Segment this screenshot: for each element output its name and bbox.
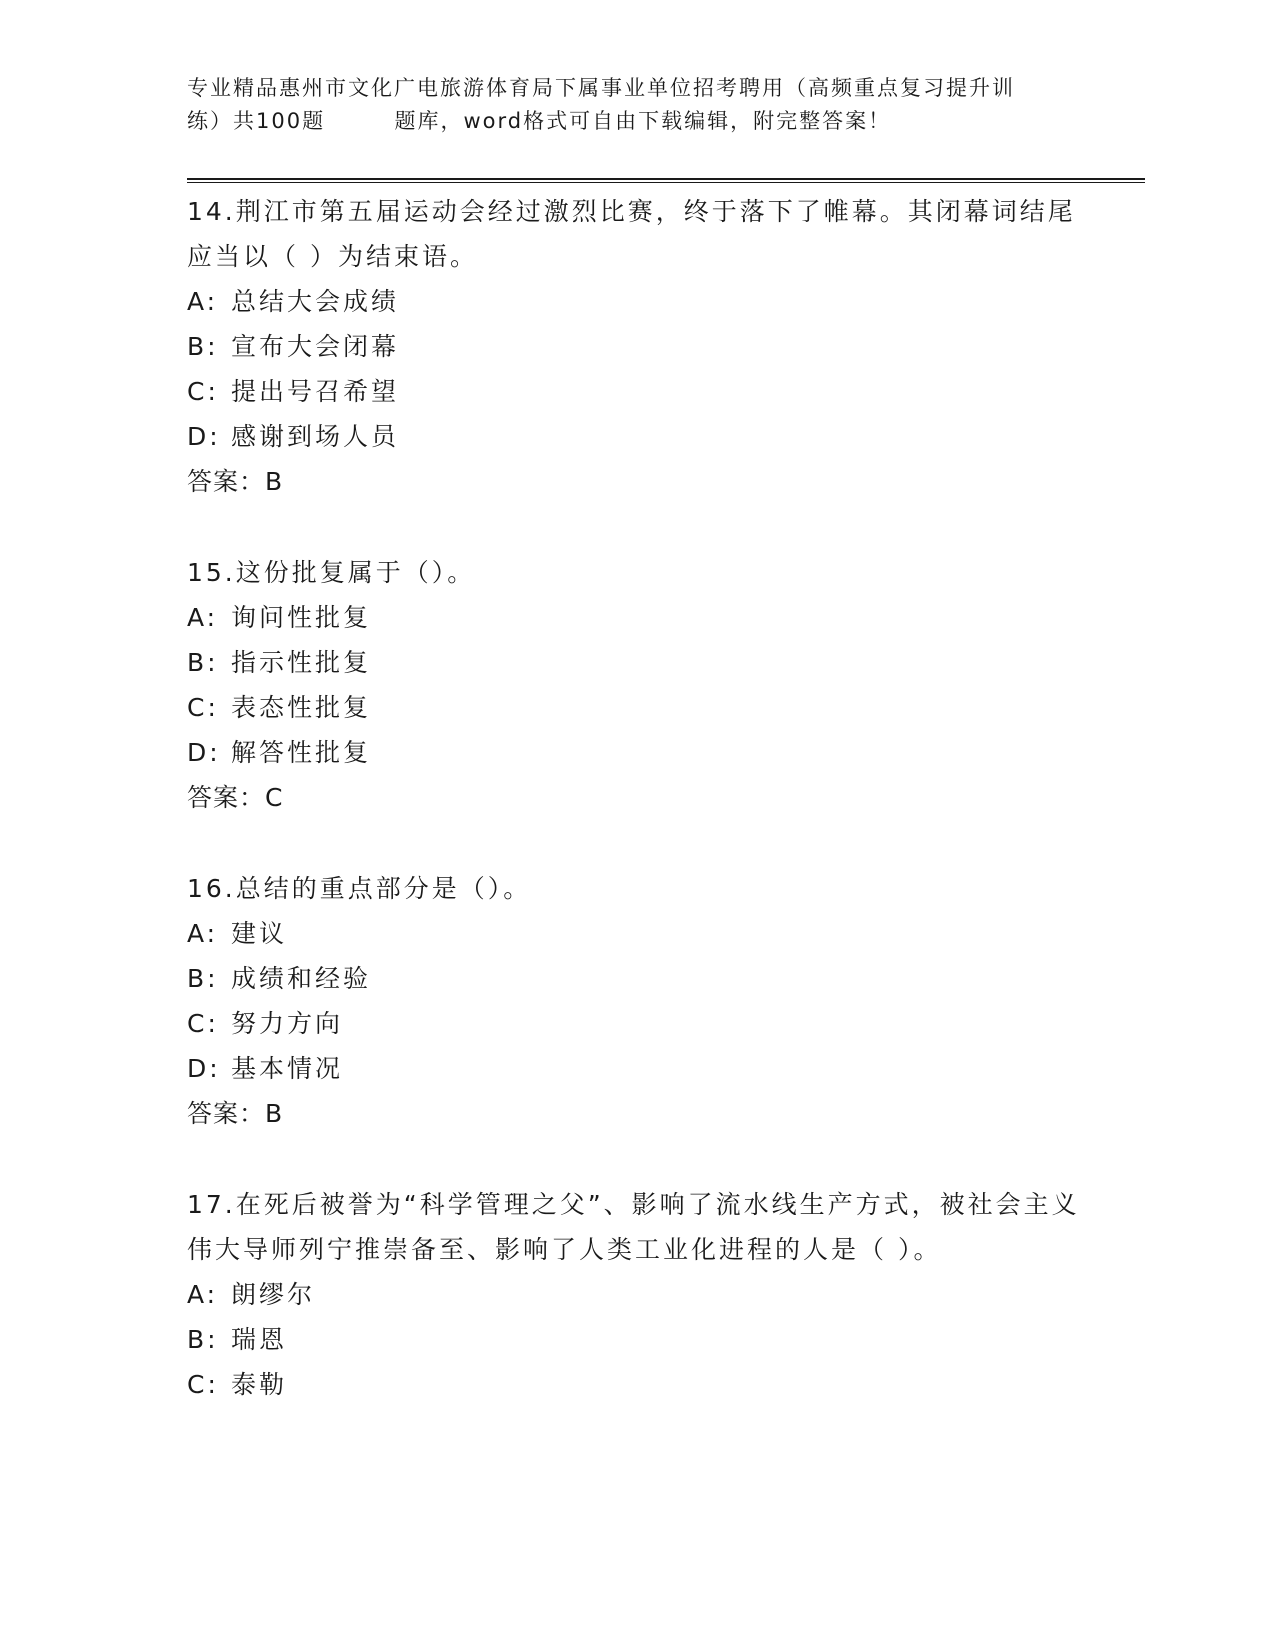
option-d bbox=[187, 730, 1087, 775]
option-b bbox=[187, 640, 1087, 685]
option-text: 建议 bbox=[231, 919, 288, 948]
option-b bbox=[187, 324, 1087, 369]
option-c bbox=[187, 1362, 1087, 1407]
header-line-1: 专业精品惠州市文化广电旅游体育局下属事业单位招考聘用（高频重点复习提升训 bbox=[187, 76, 1015, 100]
question-list bbox=[187, 189, 1087, 1453]
option-a bbox=[187, 595, 1087, 640]
question-17 bbox=[187, 1182, 1087, 1407]
option-key: D: bbox=[187, 422, 221, 451]
header-line-2: 练）共100题 题库，word格式可自由下载编辑，附完整答案！ bbox=[187, 109, 892, 133]
question-stem: 17.在死后被誉为“科学管理之父”、影响了流水线生产方式，被社会主义伟大导师列宁推崇备至、影响了人类工业化进程的人是（ ）。 bbox=[187, 1190, 1080, 1264]
option-text: 感谢到场人员 bbox=[231, 422, 400, 451]
question-14 bbox=[187, 189, 1087, 504]
header-divider-thick bbox=[187, 178, 1145, 180]
answer-line: 答案：B bbox=[187, 1099, 284, 1128]
question-16 bbox=[187, 866, 1087, 1136]
option-key: D: bbox=[187, 1054, 221, 1083]
question-15 bbox=[187, 550, 1087, 820]
option-key: B: bbox=[187, 648, 219, 677]
option-key: B: bbox=[187, 332, 219, 361]
option-text: 询问性批复 bbox=[231, 603, 372, 632]
option-text: 努力方向 bbox=[231, 1009, 344, 1038]
option-text: 朗缪尔 bbox=[231, 1280, 316, 1309]
answer-line: 答案：C bbox=[187, 783, 284, 812]
option-key: A: bbox=[187, 919, 219, 948]
option-text: 总结大会成绩 bbox=[231, 287, 400, 316]
option-b bbox=[187, 1317, 1087, 1362]
option-a bbox=[187, 279, 1087, 324]
option-key: C: bbox=[187, 693, 219, 722]
option-key: C: bbox=[187, 1370, 219, 1399]
option-key: C: bbox=[187, 377, 219, 406]
option-text: 瑞恩 bbox=[231, 1325, 288, 1354]
option-key: C: bbox=[187, 1009, 219, 1038]
option-key: A: bbox=[187, 287, 219, 316]
question-stem: 16.总结的重点部分是（）。 bbox=[187, 874, 532, 903]
option-b bbox=[187, 956, 1087, 1001]
option-a bbox=[187, 1272, 1087, 1317]
option-key: A: bbox=[187, 1280, 219, 1309]
option-a bbox=[187, 911, 1087, 956]
question-stem: 15.这份批复属于（）。 bbox=[187, 558, 476, 587]
header-divider-thin bbox=[187, 182, 1145, 183]
question-stem: 14.荆江市第五届运动会经过激烈比赛，终于落下了帷幕。其闭幕词结尾应当以（ ）为结束语。 bbox=[187, 197, 1076, 271]
option-d bbox=[187, 414, 1087, 459]
option-key: D: bbox=[187, 738, 221, 767]
option-text: 泰勒 bbox=[231, 1370, 288, 1399]
option-text: 解答性批复 bbox=[231, 738, 372, 767]
option-text: 指示性批复 bbox=[231, 648, 372, 677]
option-c bbox=[187, 1001, 1087, 1046]
option-text: 表态性批复 bbox=[231, 693, 372, 722]
option-text: 宣布大会闭幕 bbox=[231, 332, 400, 361]
option-key: A: bbox=[187, 603, 219, 632]
document-header bbox=[187, 72, 1097, 138]
option-text: 基本情况 bbox=[231, 1054, 344, 1083]
option-c bbox=[187, 369, 1087, 414]
option-text: 提出号召希望 bbox=[231, 377, 400, 406]
option-key: B: bbox=[187, 964, 219, 993]
answer-line: 答案：B bbox=[187, 467, 284, 496]
option-d bbox=[187, 1046, 1087, 1091]
option-text: 成绩和经验 bbox=[231, 964, 372, 993]
option-key: B: bbox=[187, 1325, 219, 1354]
option-c bbox=[187, 685, 1087, 730]
